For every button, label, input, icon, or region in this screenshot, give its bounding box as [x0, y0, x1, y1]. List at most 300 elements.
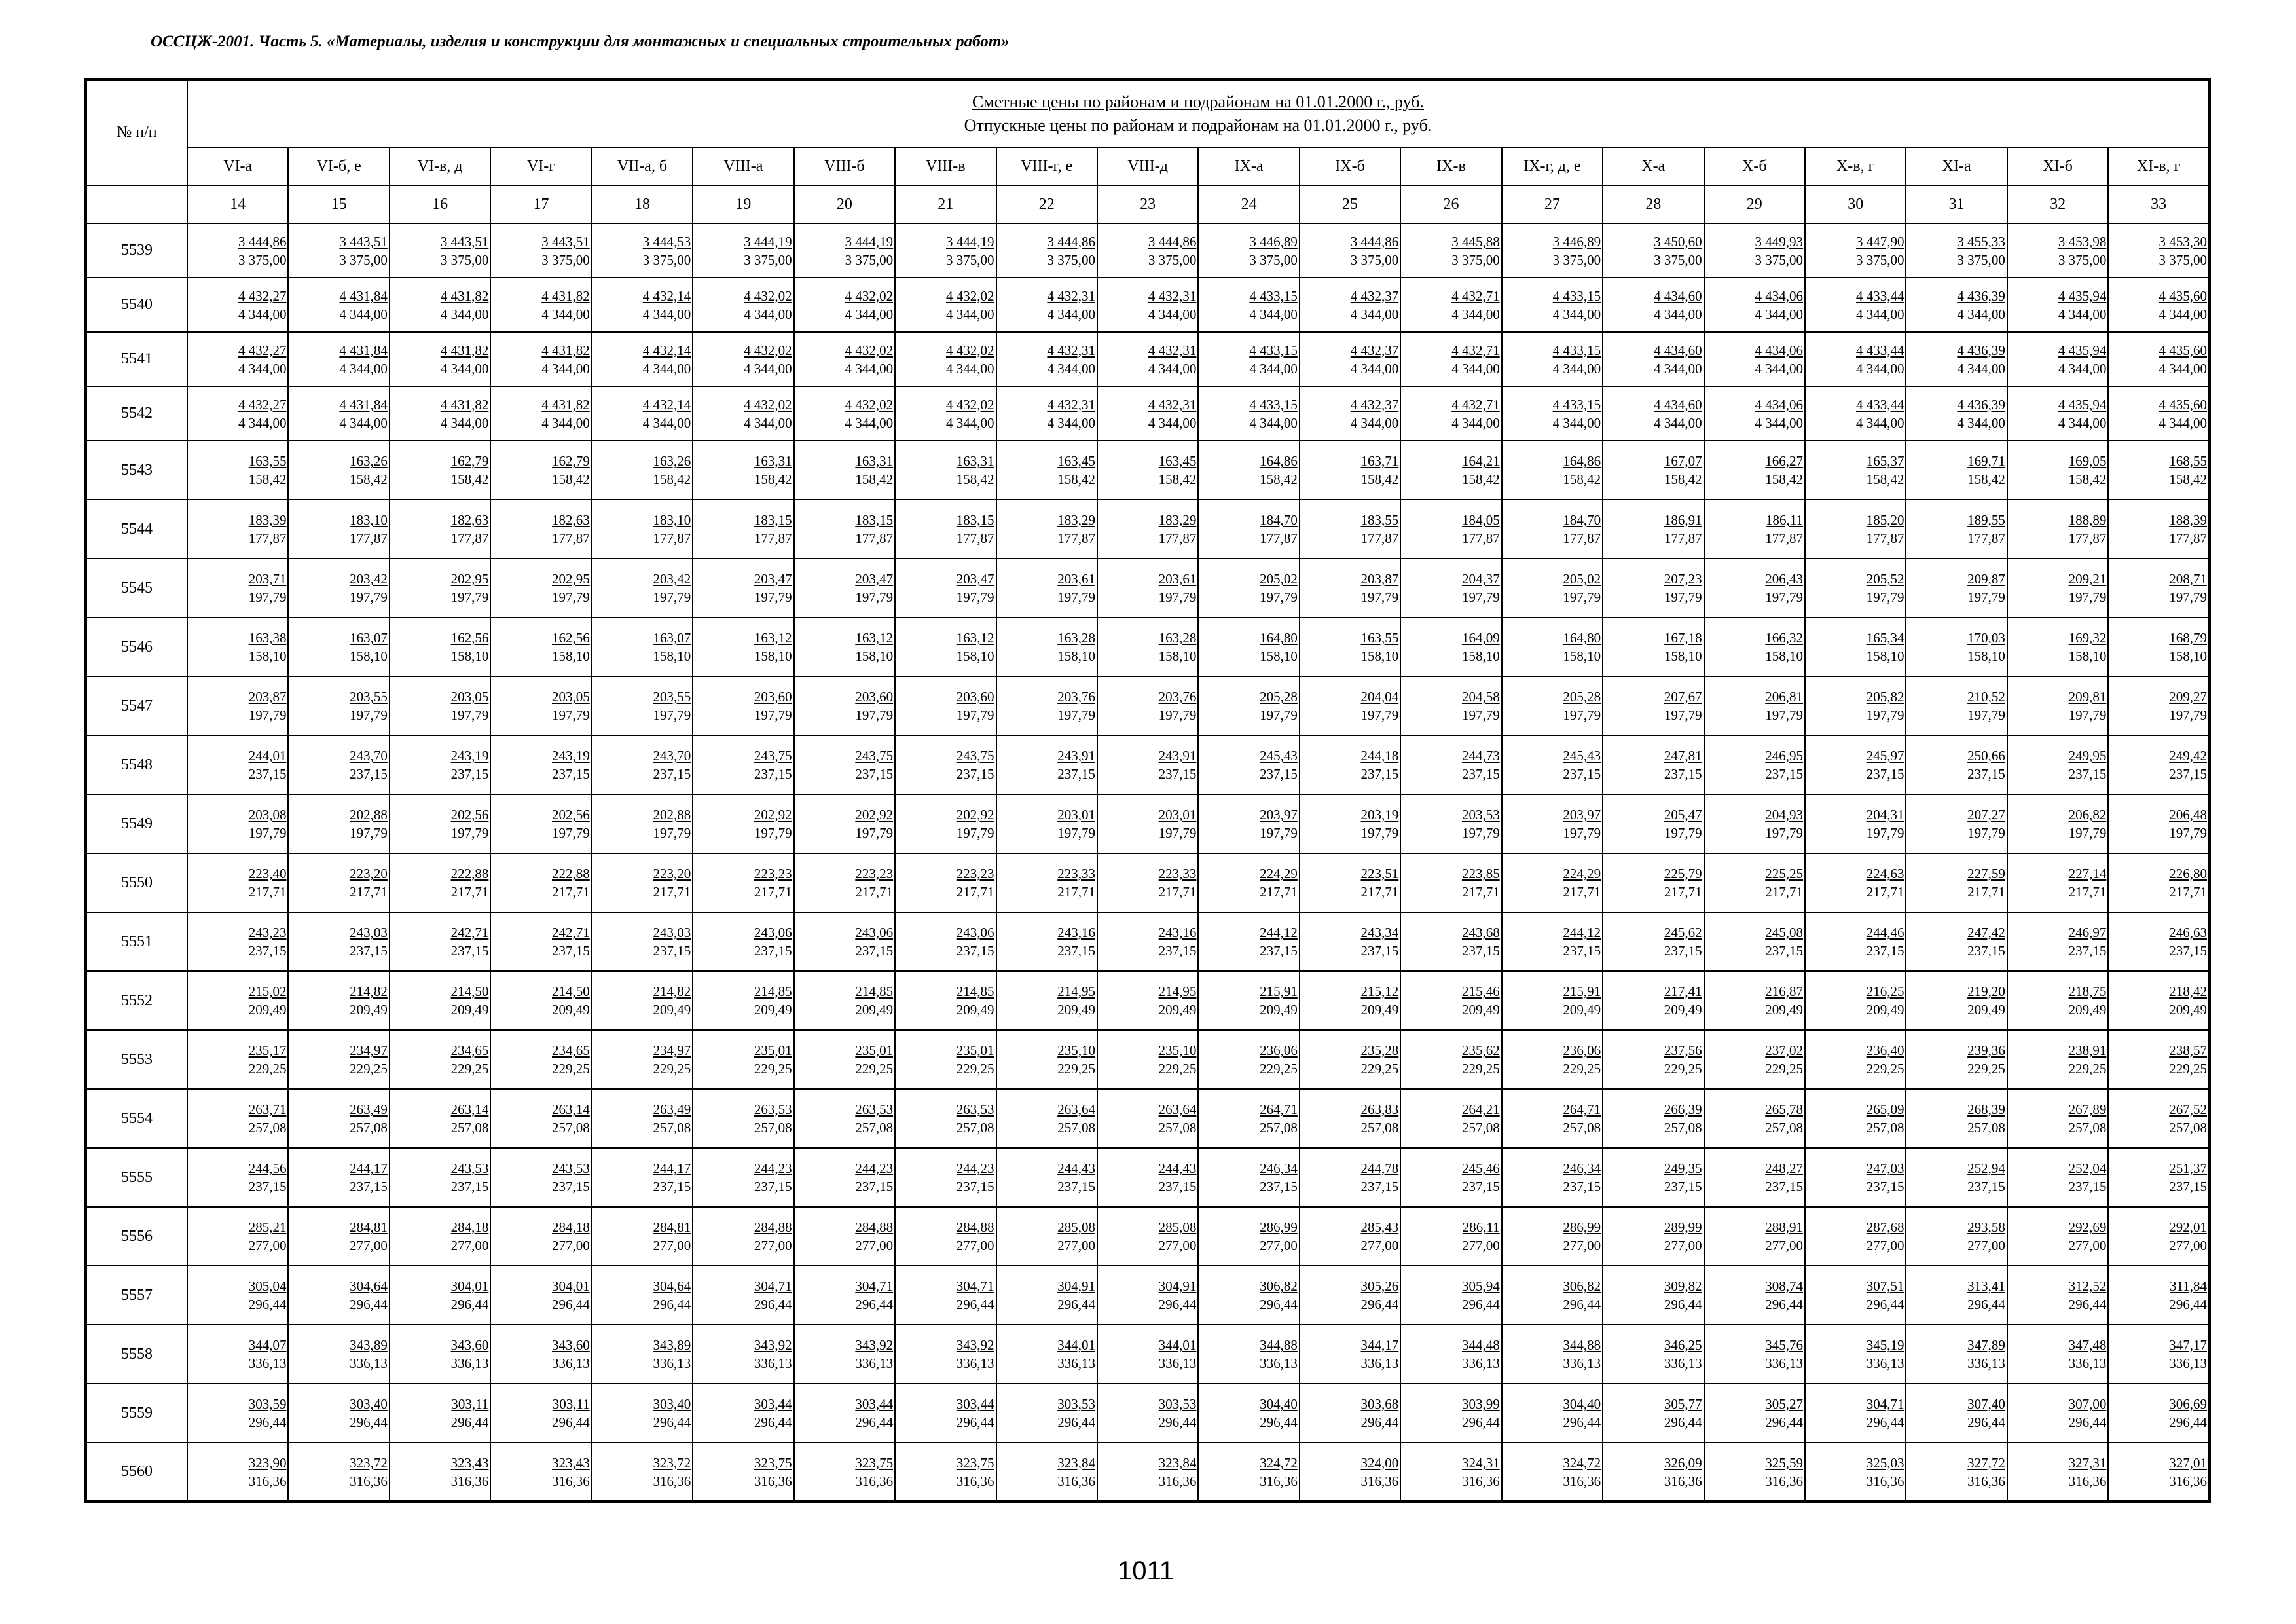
price-cell [1097, 1384, 1198, 1443]
estimate-price: 249,42 [2169, 748, 2207, 764]
release-price: 3 375,00 [440, 251, 489, 268]
price-cell [187, 1384, 288, 1443]
release-price: 316,36 [1765, 1473, 1803, 1489]
release-price: 197,79 [956, 825, 994, 841]
price-cell [1906, 912, 2007, 971]
estimate-price: 223,23 [754, 866, 792, 881]
estimate-price: 202,92 [855, 807, 894, 822]
estimate-price: 210,52 [1967, 689, 2005, 705]
release-price: 296,44 [1866, 1297, 1904, 1312]
estimate-price: 4 432,71 [1451, 396, 1500, 413]
estimate-price: 203,87 [248, 689, 287, 705]
release-price: 197,79 [2169, 589, 2207, 605]
estimate-price: 305,94 [1461, 1278, 1500, 1294]
release-price: 4 344,00 [2159, 415, 2207, 431]
price-cell [288, 1030, 389, 1089]
price-cell [794, 1325, 895, 1384]
release-price: 4 344,00 [744, 415, 792, 431]
region-header: X-a [1603, 147, 1704, 185]
estimate-price: 4 432,31 [1148, 396, 1197, 413]
estimate-price: 343,89 [653, 1337, 691, 1353]
estimate-price: 204,58 [1461, 689, 1500, 705]
estimate-price: 344,17 [1360, 1337, 1399, 1353]
estimate-price: 188,89 [2068, 512, 2107, 528]
price-cell [1097, 332, 1198, 386]
price-cell [288, 278, 389, 332]
estimate-price: 324,72 [1563, 1454, 1601, 1471]
release-price: 296,44 [2169, 1297, 2207, 1312]
price-cell [390, 912, 490, 971]
price-cell [1502, 794, 1603, 853]
estimate-price: 205,02 [1260, 571, 1298, 587]
price-cell [1906, 1030, 2007, 1089]
release-price: 158,10 [450, 648, 489, 664]
release-price: 197,79 [855, 589, 894, 605]
release-price: 197,79 [2169, 825, 2207, 841]
release-price: 257,08 [754, 1120, 792, 1135]
estimate-price: 222,88 [552, 866, 590, 881]
price-cell [1906, 386, 2007, 441]
price-cell [693, 1030, 793, 1089]
release-price: 257,08 [1461, 1120, 1500, 1135]
price-cell [187, 1089, 288, 1148]
release-price: 158,42 [855, 471, 894, 487]
release-price: 257,08 [956, 1120, 994, 1135]
estimate-price: 184,05 [1461, 512, 1500, 528]
price-cell [996, 1207, 1097, 1266]
release-price: 237,15 [1664, 766, 1702, 782]
price-cell [1400, 735, 1501, 794]
price-cell [592, 1443, 693, 1502]
table-row [86, 794, 2210, 853]
estimate-price: 163,71 [1360, 453, 1399, 469]
table-row [86, 1325, 2210, 1384]
column-number: 30 [1805, 185, 1906, 223]
estimate-price: 163,12 [855, 630, 894, 646]
estimate-price: 235,01 [855, 1043, 894, 1058]
price-cell [895, 1030, 996, 1089]
estimate-price: 164,09 [1461, 630, 1500, 646]
estimate-price: 284,18 [552, 1219, 590, 1235]
release-price: 237,15 [248, 766, 287, 782]
price-table [84, 78, 2211, 1503]
estimate-price: 3 443,51 [339, 233, 388, 249]
release-price: 209,49 [248, 1002, 287, 1018]
release-price: 229,25 [2068, 1061, 2107, 1077]
release-price: 177,87 [450, 530, 489, 546]
price-cell [490, 1266, 591, 1325]
estimate-price: 306,82 [1563, 1278, 1601, 1294]
estimate-price: 344,48 [1461, 1337, 1500, 1353]
release-price: 237,15 [350, 766, 388, 782]
price-cell [2108, 559, 2210, 618]
estimate-price: 4 434,06 [1755, 396, 1803, 413]
price-cell [794, 912, 895, 971]
region-header: VIII-в [895, 147, 996, 185]
release-price: 197,79 [1866, 825, 1904, 841]
estimate-price: 205,02 [1563, 571, 1601, 587]
price-cell [2007, 1384, 2108, 1443]
release-price: 217,71 [1057, 884, 1095, 900]
release-price: 296,44 [1158, 1297, 1197, 1312]
price-cell [996, 618, 1097, 676]
estimate-price: 164,86 [1563, 453, 1601, 469]
estimate-price: 250,66 [1967, 748, 2005, 764]
estimate-price: 343,92 [754, 1337, 792, 1353]
price-cell [2108, 676, 2210, 735]
estimate-price: 235,10 [1057, 1043, 1095, 1058]
estimate-price: 247,81 [1664, 748, 1702, 764]
release-price: 336,13 [350, 1356, 388, 1371]
price-cell [1906, 618, 2007, 676]
release-price: 197,79 [2068, 825, 2107, 841]
price-cell [1805, 794, 1906, 853]
release-price: 4 344,00 [2159, 306, 2207, 322]
estimate-price: 4 431,82 [541, 342, 590, 358]
price-cell [490, 1384, 591, 1443]
estimate-price: 203,61 [1158, 571, 1197, 587]
release-price: 316,36 [653, 1473, 691, 1489]
release-price: 257,08 [552, 1120, 590, 1135]
estimate-price: 243,03 [350, 925, 388, 940]
price-cell [1603, 735, 1704, 794]
price-cell [1603, 386, 1704, 441]
release-price: 296,44 [552, 1297, 590, 1312]
table-row [86, 1148, 2210, 1207]
release-price: 237,15 [855, 766, 894, 782]
release-price: 4 344,00 [642, 306, 691, 322]
release-price: 158,10 [1057, 648, 1095, 664]
estimate-price: 203,97 [1260, 807, 1298, 822]
estimate-price: 267,89 [2068, 1101, 2107, 1117]
price-cell [2108, 1030, 2210, 1089]
price-cell [390, 1089, 490, 1148]
row-number: 5551 [86, 912, 187, 971]
estimate-price: 244,01 [248, 748, 287, 764]
estimate-price: 244,17 [350, 1160, 388, 1176]
release-price: 316,36 [1158, 1473, 1197, 1489]
price-cell [288, 1325, 389, 1384]
price-cell [187, 1030, 288, 1089]
release-price: 296,44 [1158, 1414, 1197, 1430]
estimate-price: 236,40 [1866, 1043, 1904, 1058]
release-price: 197,79 [350, 825, 388, 841]
estimate-price: 204,37 [1461, 571, 1500, 587]
price-cell [996, 1325, 1097, 1384]
price-cell [2108, 971, 2210, 1030]
release-price: 237,15 [1563, 766, 1601, 782]
column-number: 22 [996, 185, 1097, 223]
estimate-price: 216,87 [1765, 984, 1803, 999]
estimate-price: 242,71 [552, 925, 590, 940]
release-price: 316,36 [855, 1473, 894, 1489]
estimate-price: 204,04 [1360, 689, 1399, 705]
estimate-price: 264,21 [1461, 1101, 1500, 1117]
price-cell [1502, 1443, 1603, 1502]
price-cell [2007, 618, 2108, 676]
price-cell [592, 278, 693, 332]
release-price: 257,08 [1967, 1120, 2005, 1135]
price-cell [1906, 441, 2007, 500]
price-cell [1502, 559, 1603, 618]
release-price: 229,25 [754, 1061, 792, 1077]
price-cell [1502, 500, 1603, 559]
estimate-price: 238,57 [2169, 1043, 2207, 1058]
price-cell [1097, 441, 1198, 500]
price-cell [996, 223, 1097, 278]
release-price: 197,79 [248, 589, 287, 605]
release-price: 257,08 [1158, 1120, 1197, 1135]
price-cell [2007, 971, 2108, 1030]
release-price: 197,79 [855, 707, 894, 723]
release-price: 209,49 [1967, 1002, 2005, 1018]
release-price: 177,87 [1765, 530, 1803, 546]
release-price: 4 344,00 [1451, 360, 1500, 377]
release-price: 4 344,00 [541, 306, 590, 322]
price-cell [1300, 1089, 1400, 1148]
price-cell [1400, 853, 1501, 912]
estimate-price: 184,70 [1563, 512, 1601, 528]
estimate-price: 243,16 [1057, 925, 1095, 940]
region-header: XI-б [2007, 147, 2108, 185]
release-price: 237,15 [1057, 1179, 1095, 1194]
price-cell [1097, 676, 1198, 735]
estimate-price: 244,78 [1360, 1160, 1399, 1176]
price-cell [1198, 332, 1299, 386]
estimate-price: 244,23 [855, 1160, 894, 1176]
price-cell [1300, 559, 1400, 618]
region-header: IX-a [1198, 147, 1299, 185]
release-price: 296,44 [1967, 1297, 2005, 1312]
release-price: 3 375,00 [238, 251, 287, 268]
release-price: 177,87 [1057, 530, 1095, 546]
release-price: 217,71 [1866, 884, 1904, 900]
price-cell [1400, 676, 1501, 735]
estimate-price: 304,71 [956, 1278, 994, 1294]
price-cell [794, 735, 895, 794]
price-cell [1097, 500, 1198, 559]
estimate-price: 4 433,44 [1855, 396, 1904, 413]
price-cell [2007, 676, 2108, 735]
estimate-price: 3 444,86 [238, 233, 287, 249]
release-price: 197,79 [1461, 707, 1500, 723]
estimate-price: 206,81 [1765, 689, 1803, 705]
release-price: 3 375,00 [1855, 251, 1904, 268]
release-price: 296,44 [1057, 1414, 1095, 1430]
estimate-price: 183,15 [855, 512, 894, 528]
estimate-price: 203,47 [956, 571, 994, 587]
estimate-price: 224,29 [1260, 866, 1298, 881]
estimate-price: 265,78 [1765, 1101, 1803, 1117]
release-price: 197,79 [248, 707, 287, 723]
estimate-price: 286,99 [1563, 1219, 1601, 1235]
price-cell [794, 278, 895, 332]
estimate-price: 183,55 [1360, 512, 1399, 528]
release-price: 4 344,00 [440, 360, 489, 377]
price-cell [288, 500, 389, 559]
price-cell [1097, 1207, 1198, 1266]
price-cell [390, 386, 490, 441]
price-cell [1906, 278, 2007, 332]
price-cell [592, 1207, 693, 1266]
release-price: 197,79 [552, 825, 590, 841]
estimate-price: 214,50 [450, 984, 489, 999]
estimate-price: 324,31 [1461, 1454, 1500, 1471]
release-price: 197,79 [1765, 825, 1803, 841]
release-price: 277,00 [855, 1238, 894, 1253]
release-price: 277,00 [653, 1238, 691, 1253]
release-price: 4 344,00 [238, 306, 287, 322]
estimate-price: 235,01 [754, 1043, 792, 1058]
estimate-price: 4 432,37 [1350, 342, 1399, 358]
price-cell [1097, 1443, 1198, 1502]
price-cell [1300, 332, 1400, 386]
price-cell [1805, 853, 1906, 912]
release-price: 158,42 [1967, 471, 2005, 487]
estimate-price: 183,10 [350, 512, 388, 528]
release-price: 4 344,00 [440, 415, 489, 431]
estimate-price: 284,81 [350, 1219, 388, 1235]
price-cell [187, 1266, 288, 1325]
estimate-price: 304,71 [754, 1278, 792, 1294]
release-price: 4 344,00 [541, 360, 590, 377]
row-number: 5545 [86, 559, 187, 618]
price-cell [2108, 735, 2210, 794]
release-price: 4 344,00 [744, 306, 792, 322]
estimate-price: 243,06 [855, 925, 894, 940]
estimate-price: 4 432,31 [1148, 287, 1197, 304]
row-number-header: № п/п [86, 79, 187, 185]
release-price: 336,13 [1866, 1356, 1904, 1371]
release-price: 158,10 [956, 648, 994, 664]
price-cell [1300, 1148, 1400, 1207]
price-cell [592, 559, 693, 618]
estimate-price: 215,91 [1260, 984, 1298, 999]
release-price: 209,49 [1057, 1002, 1095, 1018]
price-cell [895, 559, 996, 618]
price-cell [187, 794, 288, 853]
release-price: 4 344,00 [1148, 360, 1197, 377]
estimate-price: 303,59 [248, 1396, 287, 1412]
estimate-price: 323,43 [450, 1454, 489, 1471]
table-row [86, 500, 2210, 559]
price-cell [794, 853, 895, 912]
release-price: 237,15 [450, 943, 489, 959]
release-price: 197,79 [1866, 707, 1904, 723]
price-cell [794, 332, 895, 386]
release-price: 158,10 [1260, 648, 1298, 664]
estimate-price: 247,42 [1967, 925, 2005, 940]
estimate-price: 203,55 [653, 689, 691, 705]
release-price: 229,25 [1057, 1061, 1095, 1077]
estimate-price: 4 431,84 [339, 342, 388, 358]
release-price: 229,25 [1461, 1061, 1500, 1077]
release-price: 197,79 [1765, 707, 1803, 723]
column-number: 18 [592, 185, 693, 223]
estimate-price: 345,19 [1866, 1337, 1904, 1353]
estimate-price: 4 432,02 [946, 342, 994, 358]
price-cell [693, 500, 793, 559]
estimate-price: 4 432,02 [744, 396, 792, 413]
price-cell [2108, 1148, 2210, 1207]
estimate-price: 215,02 [248, 984, 287, 999]
price-cell [1198, 1384, 1299, 1443]
release-price: 209,49 [1866, 1002, 1904, 1018]
estimate-price: 203,97 [1563, 807, 1601, 822]
region-header: VIII-г, е [996, 147, 1097, 185]
price-cell [1198, 386, 1299, 441]
release-price: 4 344,00 [1552, 415, 1601, 431]
estimate-price: 243,23 [248, 925, 287, 940]
release-price: 237,15 [855, 943, 894, 959]
estimate-price: 249,35 [1664, 1160, 1702, 1176]
release-price: 316,36 [1360, 1473, 1399, 1489]
release-price: 158,42 [754, 471, 792, 487]
estimate-price: 162,79 [450, 453, 489, 469]
estimate-price: 246,34 [1563, 1160, 1601, 1176]
release-price: 158,10 [2169, 648, 2207, 664]
price-cell [693, 1148, 793, 1207]
estimate-price: 327,01 [2169, 1454, 2207, 1471]
release-price: 177,87 [1866, 530, 1904, 546]
estimate-price: 4 434,60 [1654, 287, 1702, 304]
region-header: X-б [1704, 147, 1805, 185]
estimate-price: 214,85 [855, 984, 894, 999]
price-cell [1198, 1443, 1299, 1502]
estimate-price: 343,60 [450, 1337, 489, 1353]
release-price: 229,25 [1260, 1061, 1298, 1077]
price-cell [288, 618, 389, 676]
price-cell [1400, 1325, 1501, 1384]
release-price: 4 344,00 [2058, 415, 2107, 431]
estimate-price: 4 432,31 [1047, 287, 1095, 304]
price-cell [1704, 386, 1805, 441]
price-cell [1805, 332, 1906, 386]
price-cell [895, 223, 996, 278]
region-header: VII-a, б [592, 147, 693, 185]
release-price: 3 375,00 [1654, 251, 1702, 268]
release-price: 4 344,00 [946, 360, 994, 377]
estimate-price: 169,71 [1967, 453, 2005, 469]
price-cell [1805, 1266, 1906, 1325]
release-price: 296,44 [1664, 1414, 1702, 1430]
price-cell [1300, 1325, 1400, 1384]
estimate-price: 305,27 [1765, 1396, 1803, 1412]
price-cell [1198, 1148, 1299, 1207]
price-cell [1805, 676, 1906, 735]
price-cell [288, 1148, 389, 1207]
estimate-price: 163,45 [1057, 453, 1095, 469]
estimate-price: 204,31 [1866, 807, 1904, 822]
price-cell [1400, 1443, 1501, 1502]
release-price: 177,87 [653, 530, 691, 546]
price-cell [390, 853, 490, 912]
release-price: 158,10 [1563, 648, 1601, 664]
price-cell [794, 500, 895, 559]
estimate-price: 327,72 [1967, 1454, 2005, 1471]
estimate-price: 204,93 [1765, 807, 1803, 822]
price-cell [592, 500, 693, 559]
release-price: 158,10 [1765, 648, 1803, 664]
price-cell [490, 223, 591, 278]
estimate-price: 186,91 [1664, 512, 1702, 528]
release-price: 158,42 [653, 471, 691, 487]
release-price: 177,87 [1360, 530, 1399, 546]
estimate-price: 164,80 [1563, 630, 1601, 646]
price-cell [895, 1443, 996, 1502]
estimate-price: 304,91 [1158, 1278, 1197, 1294]
release-price: 3 375,00 [1249, 251, 1298, 268]
